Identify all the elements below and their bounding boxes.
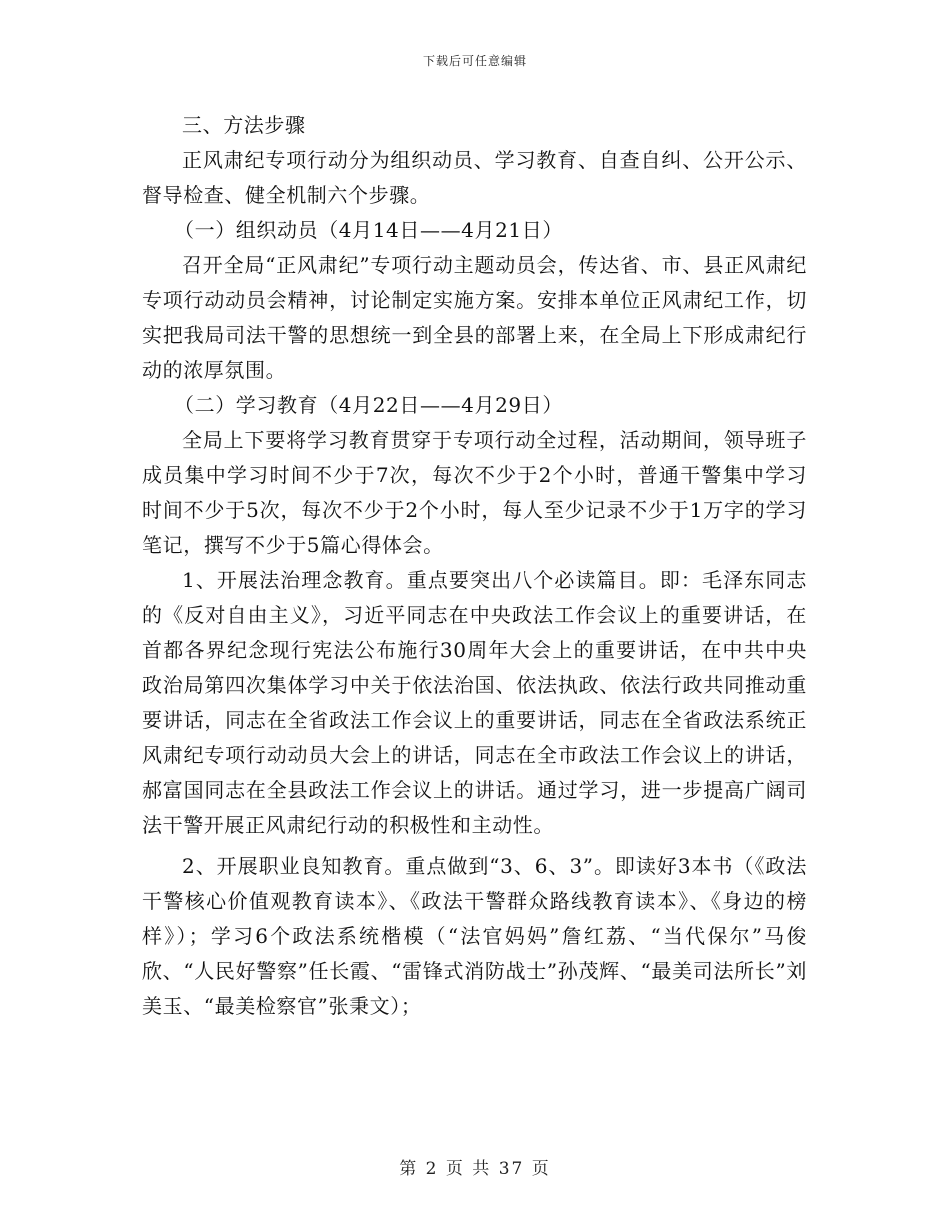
document-body (142, 108, 807, 1024)
section-heading-methods: 三、方法步骤 (182, 113, 306, 137)
page-header-note: 下载后可任意编辑 (422, 54, 527, 68)
paragraph-study-education: 全局上下要将学习教育贯穿于专项行动全过程，活动期间，领导班子成员集中学习时间不少于7次，每次不少于2个小时，普通干警集中学习时间不少于5次，每次不少于2个小时，每人至少记录不少于1万字的学习笔记，撰写不少于5篇心得体会。 (142, 428, 807, 557)
paragraph-steps-overview: 正风肃纪专项行动分为组织动员、学习教育、自查自纠、公开公示、督导检查、健全机制六个步骤。 (142, 148, 807, 207)
paragraph-rule-of-law-education: 1、开展法治理念教育。重点要突出八个必读篇目。即：毛泽东同志的《反对自由主义》，习近平同志在中央政法工作会议上的重要讲话，在首都各界纪念现行宪法公布施行30周年大会上的重要讲话，在中共中央政治局第四次集体学习中关于依法治国、依法执政、依法行政共同推动重要讲话，同志在全省政法工作会议上的重要讲话，同志在全省政法系统正风肃纪专项行动动员大会上的讲话，同志在全市政法工作会议上的讲话，郝富国同志在全县政法工作会议上的讲话。通过学习，进一步提高广阔司法干警开展正风肃纪行动的积极性和主动性。 (142, 568, 807, 837)
subheading-study-education: （二）学习教育（4月22日——4月29日） (174, 393, 563, 417)
paragraph-mobilization: 召开全局“正风肃纪”专项行动主题动员会，传达省、市、县正风肃纪专项行动动员会精神，讨论制定实施方案。安排本单位正风肃纪工作，切实把我局司法干警的思想统一到全县的部署上来，在全局上下形成肃纪行动的浓厚氛围。 (142, 253, 807, 382)
paragraph-professional-conscience: 2、开展职业良知教育。重点做到“3、6、3”。即读好3本书（《政法干警核心价值观教育读本》、《政法干警群众路线教育读本》、《身边的榜样》）；学习6个政法系统楷模（“法官妈妈”詹红荔、“当代保尔”马俊欣、“人民好警察”任长霞、“雷锋式消防战士”孙茂辉、“最美司法所长”刘美玉、“最美检察官”张秉文）； (142, 854, 807, 1018)
subheading-mobilization: （一）组织动员（4月14日——4月21日） (174, 218, 563, 242)
page-number-footer: 第 2 页 共 37 页 (399, 1159, 551, 1179)
